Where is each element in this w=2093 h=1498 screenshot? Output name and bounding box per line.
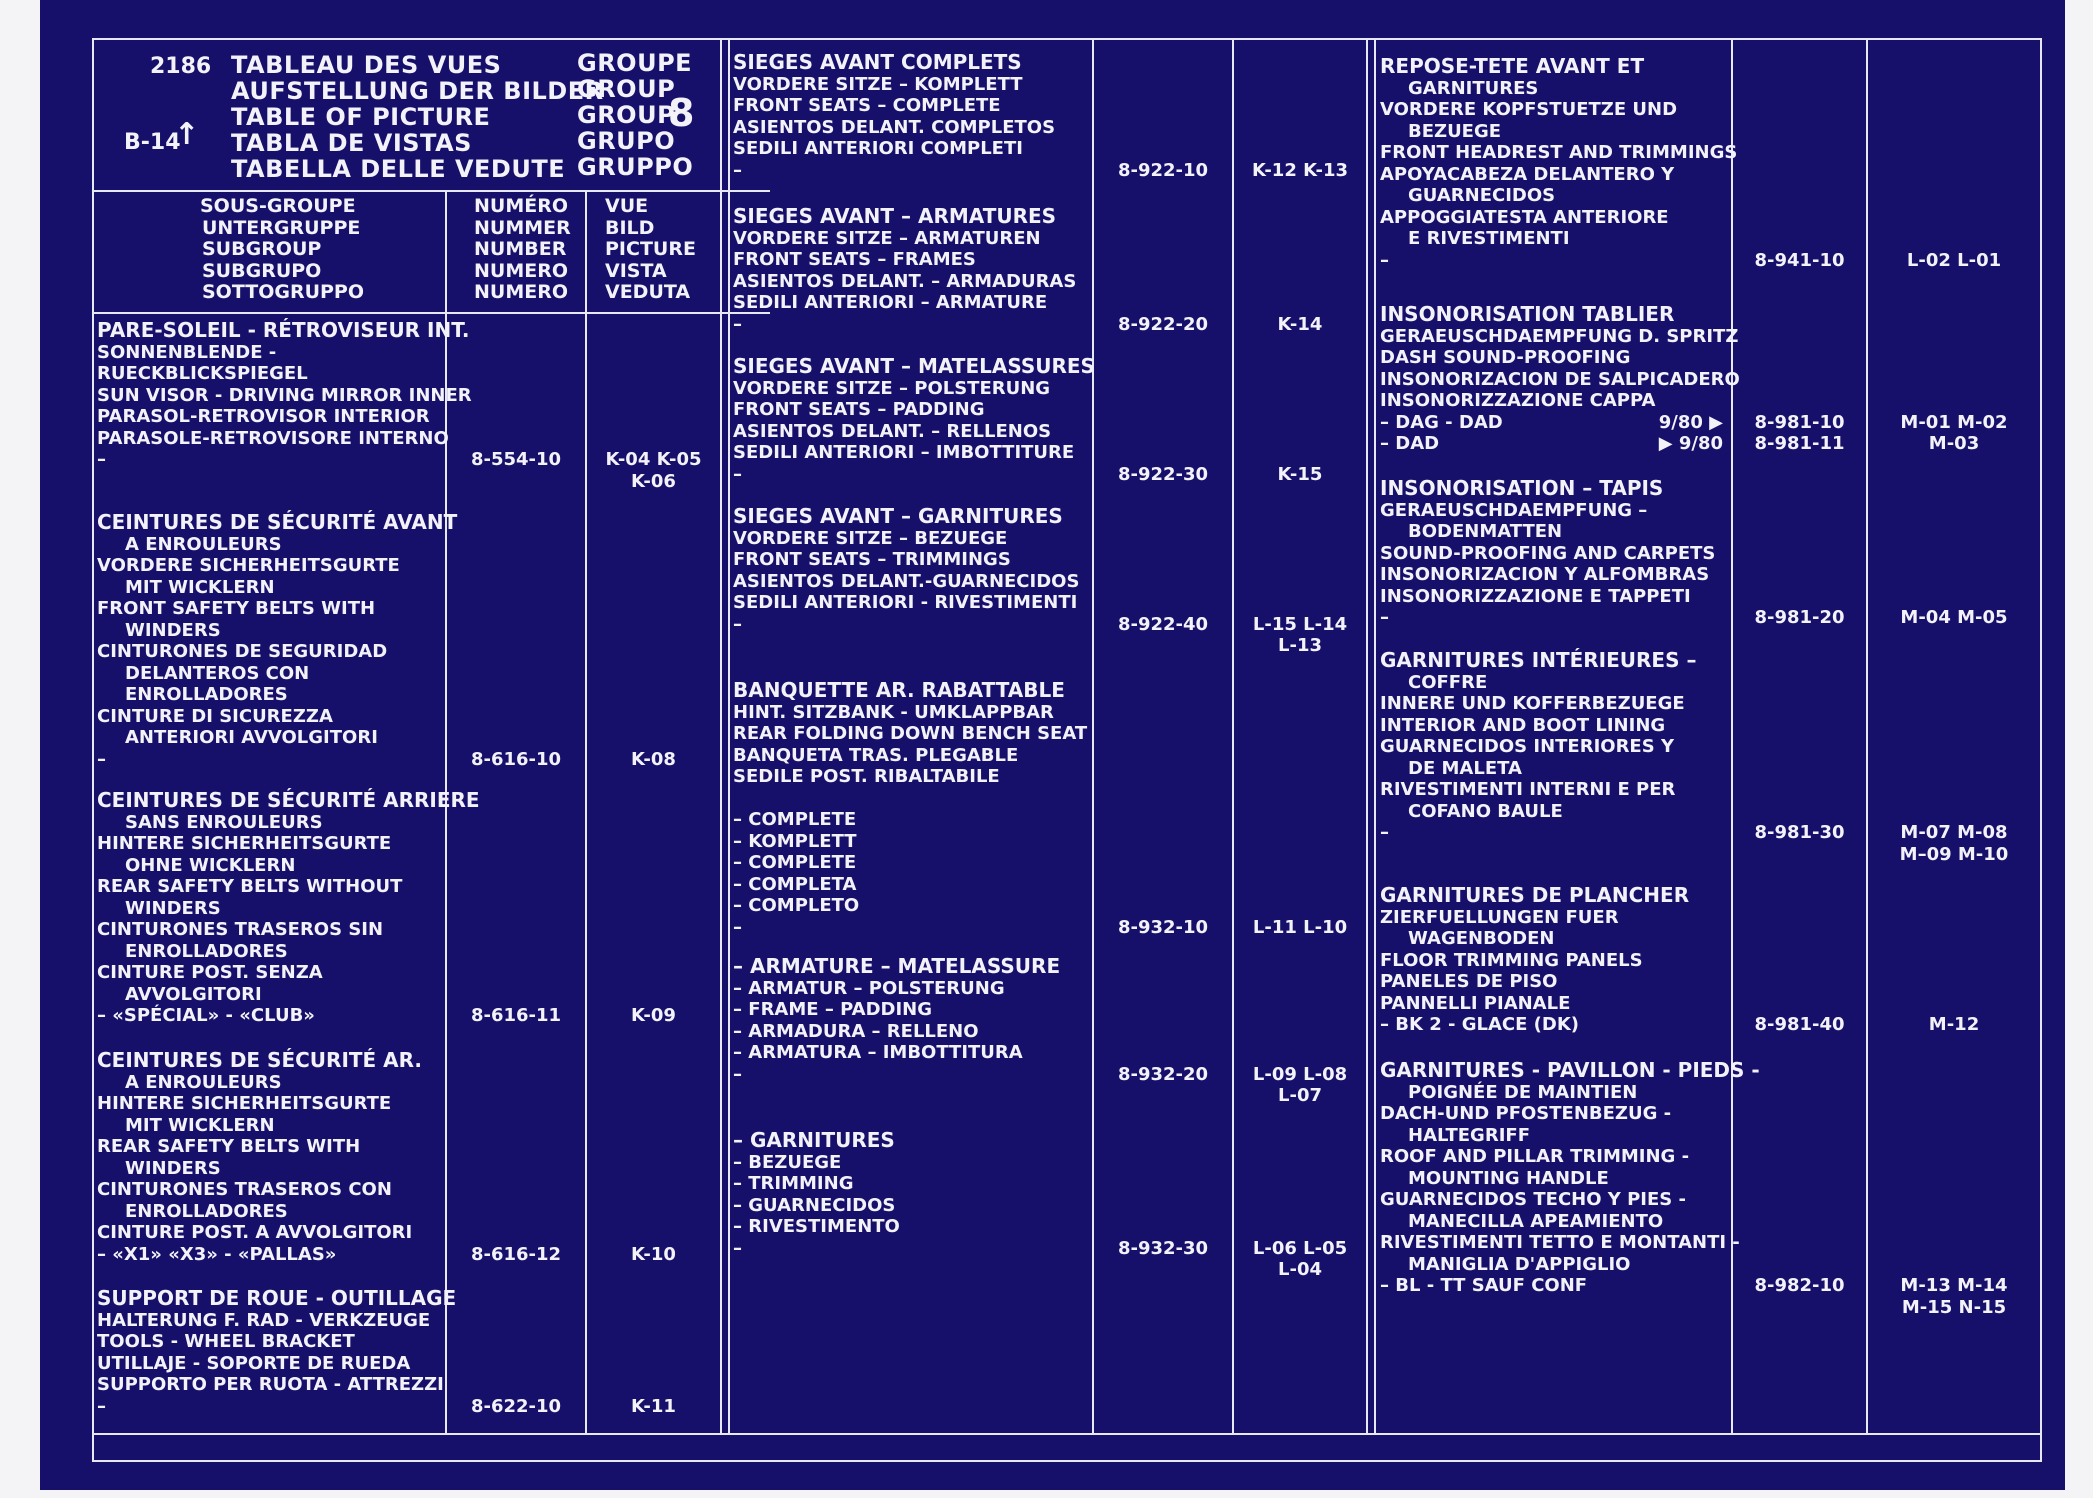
- subgroup-line: MIT WICKLERN: [125, 576, 275, 598]
- subgroup-line: GERAEUSCHDAEMPFUNG –: [1380, 499, 1648, 521]
- subgroup-line: ASIENTOS DELANT.-GUARNECIDOS: [733, 570, 1080, 592]
- subgroup-line: PANELES DE PISO: [1380, 971, 1558, 992]
- subgroup-line: MANIGLIA D'APPIGLIO: [1408, 1253, 1631, 1275]
- header-titles: [231, 52, 604, 182]
- picture-ref: M-15 N-15: [1901, 1296, 2007, 1318]
- picture-refs: [1234, 1238, 1366, 1281]
- picture-refs: [1234, 314, 1366, 336]
- subgroup-line: –: [1380, 607, 1389, 628]
- part-number: 8-616-11: [470, 1005, 562, 1026]
- subgroup-line: BODENMATTEN: [1408, 521, 1563, 542]
- subgroup-line: FRONT HEADREST AND TRIMMINGS: [1380, 142, 1738, 163]
- subgroup-line: ANTERIORI AVVOLGITORI: [125, 727, 378, 748]
- subgroup-line: DE MALETA: [1408, 757, 1522, 779]
- subgroup-title: GARNITURES - PAVILLON - PIEDS -: [1380, 1058, 1760, 1082]
- number-header: [474, 196, 571, 304]
- subgroup-line: MANECILLA APEAMIENTO: [1408, 1210, 1664, 1232]
- subgroup-line: REAR SAFETY BELTS WITH: [97, 1136, 361, 1157]
- divider-panel-1: [720, 38, 722, 1433]
- subgroup-line: INTERIOR AND BOOT LINING: [1380, 714, 1666, 736]
- subgroup-title: INSONORISATION – TAPIS: [1380, 476, 1664, 500]
- subgroup-line: POIGNÉE DE MAINTIEN: [1408, 1081, 1638, 1103]
- subgroup-line: SUPPORTO PER RUOTA - ATTREZZI: [97, 1374, 444, 1395]
- picture-ref: M-07 M-08: [1900, 822, 2008, 843]
- subgroup-line: FRONT SEATS – PADDING: [733, 399, 985, 420]
- subgroup-header-line: SOTTOGRUPPO: [202, 281, 365, 303]
- subgroup-entry: [97, 1288, 456, 1417]
- subgroup-line: CINTURE POST. A AVVOLGITORI: [97, 1222, 413, 1243]
- picture-refs: [1868, 607, 2040, 629]
- part-number: 8-554-10: [470, 449, 562, 470]
- subgroup-title: SIEGES AVANT COMPLETS: [733, 50, 1022, 74]
- subgroup-line: MIT WICKLERN: [125, 1114, 275, 1136]
- part-number: 8-922-30: [1117, 463, 1209, 485]
- part-number: 8-922-20: [1117, 313, 1209, 335]
- subgroup-line: – RIVESTIMENTO: [733, 1216, 900, 1237]
- subgroup-line: –: [733, 1063, 742, 1085]
- subgroup-line: FLOOR TRIMMING PANELS: [1380, 949, 1643, 971]
- picture-ref: M-12: [1928, 1014, 1980, 1035]
- subgroup-line: HALTERUNG F. RAD - VERKZEUGE: [97, 1309, 431, 1331]
- subgroup-line: VORDERE SITZE – BEZUEGE: [733, 527, 1008, 549]
- subgroup-line: VORDERE SICHERHEITSGURTE: [97, 555, 400, 576]
- subgroup-line: ASIENTOS DELANT. – ARMADURAS: [733, 270, 1077, 292]
- subgroup-line: APOYACABEZA DELANTERO Y: [1380, 163, 1675, 185]
- subgroup-header-line: SUBGRUPO: [202, 259, 322, 282]
- subgroup-line: PANNELLI PIANALE: [1380, 992, 1571, 1014]
- subgroup-line: –: [733, 313, 742, 335]
- header-title-line: TABLEAU DES VUES: [231, 51, 502, 79]
- subgroup-line: – TRIMMING: [733, 1173, 854, 1194]
- subgroup-line: GARNITURES: [1408, 77, 1539, 99]
- subgroup-line: RIVESTIMENTI INTERNI E PER: [1380, 779, 1676, 800]
- part-number: 8-616-12: [470, 1243, 562, 1265]
- subgroup-line: WINDERS: [125, 1157, 221, 1179]
- subgroup-line: ENROLLADORES: [125, 684, 288, 705]
- subgroup-line: – BEZUEGE: [733, 1151, 842, 1173]
- part-number: 8-932-10: [1117, 916, 1209, 938]
- subgroup-line: CINTURE DI SICUREZZA: [97, 705, 333, 727]
- group-word: GROUP: [577, 75, 676, 103]
- subgroup-line: –: [733, 1237, 742, 1259]
- subgroup-line: RIVESTIMENTI TETTO E MONTANTI -: [1380, 1232, 1740, 1253]
- picture-header-line: VEDUTA: [605, 281, 691, 303]
- subgroup-line: FRONT SEATS – COMPLETE: [733, 95, 1001, 116]
- picture-ref: K-06: [631, 470, 676, 492]
- subgroup-line: FRONT SAFETY BELTS WITH: [97, 598, 376, 619]
- subgroup-line: CINTURE POST. SENZA: [97, 962, 323, 983]
- subgroup-line: –: [733, 916, 742, 938]
- subgroup-entry: [97, 1050, 422, 1265]
- subgroup-line: – «SPÉCIAL» - «CLUB»: [97, 1005, 315, 1026]
- subgroup-line: BEZUEGE: [1408, 120, 1502, 142]
- subgroup-entry: [733, 1130, 900, 1259]
- subgroup-line: INNERE UND KOFFERBEZUEGE: [1380, 693, 1685, 714]
- picture-header-line: BILD: [605, 216, 655, 239]
- picture-ref: K-10: [631, 1243, 676, 1265]
- part-number: 8-932-20: [1117, 1063, 1209, 1085]
- subgroup-title: – ARMATURE – MATELASSURE: [733, 954, 1061, 978]
- picture-refs: [1234, 614, 1366, 657]
- subgroup-line: TOOLS - WHEEL BRACKET: [97, 1331, 355, 1352]
- subgroup-line: – COMPLETA: [733, 873, 857, 895]
- subgroup-entry: [733, 52, 1055, 181]
- subgroup-title: CEINTURES DE SÉCURITÉ AR.: [97, 1048, 422, 1072]
- picture-ref: L-11 L-10: [1252, 916, 1348, 938]
- picture-refs: [1868, 1014, 2040, 1036]
- subgroup-line: – DAG - DAD: [1380, 411, 1503, 433]
- divider-panel-2: [1366, 38, 1368, 1433]
- number-header-line: NUMERO: [474, 281, 568, 303]
- subgroup-entry: [97, 512, 457, 770]
- subgroup-line: SEDILE POST. RIBALTABILE: [733, 766, 1000, 787]
- part-number: 8-932-30: [1117, 1237, 1209, 1259]
- subgroup-line: – ARMATURA – IMBOTTITURA: [733, 1042, 1023, 1063]
- subgroup-line: VORDERE SITZE – ARMATUREN: [733, 227, 1041, 249]
- subgroup-line: WINDERS: [125, 897, 221, 919]
- divider-panel-2b: [1374, 38, 1376, 1433]
- subgroup-line: – DAD: [1380, 433, 1440, 454]
- picture-refs: [587, 449, 720, 492]
- part-number: 8-981-40: [1754, 1014, 1845, 1035]
- number-header-line: NUMBER: [474, 238, 567, 260]
- part-number: 8-616-10: [470, 748, 562, 770]
- subgroup-line: A ENROULEURS: [125, 1071, 282, 1093]
- subgroup-title: SUPPORT DE ROUE - OUTILLAGE: [97, 1286, 457, 1310]
- subgroup-line: SANS ENROULEURS: [125, 811, 323, 833]
- subgroup-title: CEINTURES DE SÉCURITÉ ARRIERE: [97, 788, 480, 812]
- picture-header-line: PICTURE: [605, 238, 696, 260]
- picture-header-line: VUE: [605, 195, 649, 217]
- subgroup-line: SONNENBLENDE -: [97, 341, 277, 363]
- picture-refs: [587, 749, 720, 771]
- divider-panel-1b: [728, 38, 730, 1433]
- subgroup-line: VORDERE KOPFSTUETZE UND: [1380, 99, 1678, 120]
- subgroup-line: COFFRE: [1408, 671, 1488, 693]
- date-variant: ▶ 9/80: [1658, 433, 1723, 454]
- part-number: 8-922-40: [1117, 613, 1209, 635]
- subgroup-title: CEINTURES DE SÉCURITÉ AVANT: [97, 510, 458, 534]
- picture-refs: [587, 1396, 720, 1418]
- part-number: 8-622-10: [470, 1395, 562, 1417]
- subgroup-line: RUECKBLICKSPIEGEL: [97, 363, 308, 384]
- picture-ref: K-08: [631, 748, 676, 770]
- subgroup-line: –: [733, 463, 742, 485]
- subgroup-line: UTILLAJE - SOPORTE DE RUEDA: [97, 1352, 411, 1374]
- subgroup-line: REAR SAFETY BELTS WITHOUT: [97, 876, 403, 897]
- subgroup-entry: [733, 356, 1095, 485]
- colheader-rule: [92, 312, 770, 314]
- subgroup-line: – ARMATUR – POLSTERUNG: [733, 977, 1005, 999]
- subgroup-title: GARNITURES INTÉRIEURES –: [1380, 648, 1697, 672]
- date-variant: 9/80 ▶: [1658, 411, 1723, 433]
- header-title-line: AUFSTELLUNG DER BILDER: [231, 77, 604, 105]
- blueprint-sheet: [40, 0, 2065, 1490]
- subgroup-line: –: [97, 449, 106, 470]
- subgroup-line: ENROLLADORES: [125, 940, 288, 962]
- subgroup-line: – COMPLETE: [733, 809, 857, 830]
- subgroup-line: FRONT SEATS – FRAMES: [733, 249, 976, 270]
- subgroup-line: – KOMPLETT: [733, 830, 857, 852]
- subgroup-line: VORDERE SITZE – KOMPLETT: [733, 73, 1023, 95]
- picture-ref: K-04 K-05: [605, 449, 702, 470]
- group-word: GROUPE: [577, 49, 693, 77]
- divider-col2-picture: [1232, 38, 1234, 1433]
- subgroup-title: INSONORISATION TABLIER: [1380, 302, 1675, 326]
- subgroup-line: INSONORIZACION Y ALFOMBRAS: [1380, 564, 1710, 585]
- subgroup-line: A ENROULEURS: [125, 533, 282, 555]
- subgroup-line: ENROLLADORES: [125, 1200, 288, 1222]
- subgroup-line: SEDILI ANTERIORI COMPLETI: [733, 138, 1023, 159]
- subgroup-line: –: [733, 159, 742, 181]
- subgroup-title: GARNITURES DE PLANCHER: [1380, 883, 1690, 907]
- subgroup-entry: [1380, 478, 1715, 629]
- subgroup-line: SEDILI ANTERIORI - RIVESTIMENTI: [733, 592, 1078, 613]
- subgroup-line: –: [733, 613, 742, 635]
- header-title-line: TABLE OF PICTURE: [231, 103, 491, 131]
- subgroup-line: DACH-UND PFOSTENBEZUG -: [1380, 1103, 1672, 1124]
- group-word: GRUPO: [577, 127, 676, 155]
- number-header-line: NUMERO: [474, 259, 568, 282]
- picture-ref: K-11: [631, 1395, 676, 1417]
- picture-ref: M–09 M-10: [1899, 843, 2009, 865]
- subgroup-entry: [733, 680, 1087, 938]
- picture-ref: M-03: [1928, 433, 1980, 454]
- subgroup-line: BANQUETA TRAS. PLEGABLE: [733, 744, 1019, 766]
- picture-ref: L-02 L-01: [1906, 249, 2002, 271]
- picture-refs: [1868, 822, 2040, 865]
- subgroup-title: SIEGES AVANT – MATELASSURES: [733, 354, 1095, 378]
- subgroup-line: HINTERE SICHERHEITSGURTE: [97, 833, 392, 854]
- subgroup-line: GERAEUSCHDAEMPFUNG D. SPRITZ: [1380, 325, 1739, 347]
- bottom-rule: [92, 1433, 2042, 1435]
- picture-ref: K-09: [631, 1005, 676, 1026]
- picture-header: [605, 196, 696, 304]
- header-title-line: TABELLA DELLE VEDUTE: [231, 155, 566, 183]
- subgroup-line: GUARNECIDOS TECHO Y PIES -: [1380, 1189, 1686, 1210]
- picture-refs: [1234, 1064, 1366, 1107]
- subgroup-title: REPOSE-TETE AVANT ET: [1380, 54, 1645, 78]
- subgroup-line: E RIVESTIMENTI: [1408, 228, 1570, 249]
- group-number: 8: [668, 91, 695, 135]
- picture-ref: K-14: [1277, 313, 1323, 335]
- picture-ref: L-09 L-08: [1252, 1063, 1348, 1085]
- subgroup-entry: [97, 790, 480, 1027]
- subgroup-line: HINT. SITZBANK - UMKLAPPBAR: [733, 701, 1054, 723]
- subgroup-line: GUARNECIDOS INTERIORES Y: [1380, 736, 1674, 757]
- picture-ref: L-13: [1278, 635, 1322, 656]
- subgroup-line: OHNE WICKLERN: [125, 854, 296, 876]
- subgroup-entry: [1380, 1060, 1760, 1297]
- subgroup-line: HALTEGRIFF: [1408, 1124, 1530, 1146]
- subgroup-line: – BK 2 - GLACE (DK): [1380, 1014, 1580, 1035]
- number-header-line: NUMMER: [474, 216, 571, 239]
- subgroup-line: PARASOLE-RETROVISORE INTERNO: [97, 427, 449, 449]
- subgroup-line: – BL - TT SAUF CONF: [1380, 1275, 1588, 1296]
- subgroup-line: –: [1380, 822, 1389, 843]
- subgroup-title: – GARNITURES: [733, 1128, 895, 1152]
- picture-ref: K-15: [1277, 463, 1323, 485]
- subgroup-title: SIEGES AVANT – GARNITURES: [733, 504, 1063, 528]
- header-title-line: TABLA DE VISTAS: [231, 129, 472, 157]
- subgroup-line: – GUARNECIDOS: [733, 1194, 896, 1216]
- subgroup-line: –: [1380, 249, 1389, 271]
- subgroup-line: INSONORIZZAZIONE CAPPA: [1380, 390, 1656, 411]
- subgroup-entry: [1380, 56, 1737, 271]
- part-number: 8-981-10: [1754, 411, 1845, 433]
- subgroup-line: AVVOLGITORI: [125, 983, 262, 1005]
- divider-col2-number: [1092, 38, 1094, 1433]
- picture-ref: L-04: [1278, 1259, 1322, 1280]
- reference-label: B-14: [124, 130, 181, 155]
- subgroup-header-line: UNTERGRUPPE: [202, 216, 361, 239]
- subgroup-line: INSONORIZACION DE SALPICADERO: [1380, 368, 1740, 390]
- picture-refs: [1234, 917, 1366, 939]
- subgroup-line: FRONT SEATS – TRIMMINGS: [733, 549, 1011, 570]
- subgroup-line: CINTURONES TRASEROS CON: [97, 1179, 392, 1200]
- subgroup-entry: [1380, 650, 1696, 844]
- subgroup-line: SEDILI ANTERIORI – ARMATURE: [733, 292, 1048, 313]
- divider-col3-picture: [1866, 38, 1868, 1433]
- header-rule: [92, 190, 770, 192]
- picture-ref: M-04 M-05: [1900, 607, 2008, 628]
- picture-ref: L-06 L-05: [1252, 1237, 1348, 1259]
- part-number: 8-981-30: [1754, 822, 1845, 843]
- subgroup-line: SOUND-PROOFING AND CARPETS: [1380, 542, 1716, 564]
- subgroup-line: –: [97, 748, 106, 770]
- subgroup-entry: [1380, 885, 1689, 1036]
- page-number: 2186: [150, 54, 212, 79]
- subgroup-entry: [733, 956, 1060, 1085]
- part-number: 8-922-10: [1117, 159, 1209, 181]
- part-number: 8-981-20: [1754, 607, 1845, 628]
- subgroup-line: ASIENTOS DELANT. – RELLENOS: [733, 420, 1052, 442]
- subgroup-line: SEDILI ANTERIORI – IMBOTTITURE: [733, 442, 1075, 463]
- subgroup-line: INSONORIZZAZIONE E TAPPETI: [1380, 585, 1691, 607]
- part-number: 8-981-11: [1754, 433, 1845, 454]
- part-number: 8-941-10: [1754, 249, 1845, 271]
- subgroup-line: COFANO BAULE: [1408, 800, 1563, 822]
- number-header-line: NUMÉRO: [474, 195, 568, 217]
- picture-refs: [1868, 412, 2040, 455]
- subgroup-line: –: [97, 1395, 106, 1417]
- subgroup-line: CINTURONES DE SEGURIDAD: [97, 641, 388, 662]
- picture-header-line: VISTA: [605, 259, 667, 282]
- subgroup-line: ROOF AND PILLAR TRIMMING -: [1380, 1146, 1690, 1167]
- subgroup-line: – COMPLETE: [733, 852, 857, 873]
- subgroup-line: VORDERE SITZE – POLSTERUNG: [733, 377, 1051, 399]
- picture-ref: L-15 L-14: [1252, 613, 1348, 635]
- subgroup-entry: [733, 206, 1076, 335]
- part-number: 8-982-10: [1754, 1275, 1845, 1296]
- subgroup-line: PARASOL-RETROVISOR INTERIOR: [97, 406, 430, 427]
- picture-ref: M-13 M-14: [1900, 1275, 2008, 1296]
- subgroup-line: WAGENBODEN: [1408, 928, 1555, 949]
- picture-refs: [1234, 160, 1366, 182]
- picture-refs: [1868, 250, 2040, 272]
- subgroup-title: BANQUETTE AR. RABATTABLE: [733, 678, 1065, 702]
- subgroup-line: SUN VISOR - DRIVING MIRROR INNER: [97, 384, 472, 406]
- up-arrow-icon: ↑: [174, 117, 200, 152]
- subgroup-line: – FRAME – PADDING: [733, 999, 932, 1020]
- picture-ref: M-01 M-02: [1900, 411, 2008, 433]
- subgroup-header-line: SUBGROUP: [202, 238, 322, 260]
- subgroup-line: GUARNECIDOS: [1408, 185, 1556, 206]
- subgroup-line: DELANTEROS CON: [125, 662, 310, 684]
- subgroup-line: DASH SOUND-PROOFING: [1380, 347, 1631, 368]
- subgroup-line: APPOGGIATESTA ANTERIORE: [1380, 206, 1669, 228]
- picture-refs: [587, 1005, 720, 1027]
- subgroup-line: ZIERFUELLUNGEN FUER: [1380, 906, 1619, 928]
- subgroup-title: PARE-SOLEIL - RÉTROVISEUR INT.: [97, 318, 470, 342]
- subgroup-line: – COMPLETO: [733, 895, 860, 916]
- picture-ref: K-12 K-13: [1251, 159, 1349, 181]
- group-word: GRUPPO: [577, 153, 694, 181]
- picture-refs: [587, 1244, 720, 1266]
- picture-refs: [1868, 1275, 2040, 1318]
- picture-ref: L-07: [1278, 1085, 1322, 1106]
- subgroup-line: ASIENTOS DELANT. COMPLETOS: [733, 116, 1056, 138]
- subgroup-line: MOUNTING HANDLE: [1408, 1167, 1609, 1189]
- subgroup-line: CINTURONES TRASEROS SIN: [97, 919, 384, 940]
- subgroup-line: – ARMADURA – RELLENO: [733, 1020, 979, 1042]
- subgroup-line: – «X1» «X3» - «PALLAS»: [97, 1243, 337, 1265]
- subgroup-line: [733, 788, 1087, 810]
- group-word: GROUP: [577, 101, 676, 129]
- subgroup-header: [200, 196, 364, 304]
- subgroup-line: REAR FOLDING DOWN BENCH SEAT: [733, 723, 1088, 744]
- subgroup-entry: [733, 506, 1079, 635]
- subgroup-entry: [97, 320, 472, 471]
- picture-refs: [1234, 464, 1366, 486]
- subgroup-line: WINDERS: [125, 619, 221, 641]
- subgroup-title: SIEGES AVANT – ARMATURES: [733, 204, 1057, 228]
- subgroup-line: HINTERE SICHERHEITSGURTE: [97, 1093, 392, 1114]
- subgroup-header-line: SOUS-GROUPE: [200, 195, 356, 217]
